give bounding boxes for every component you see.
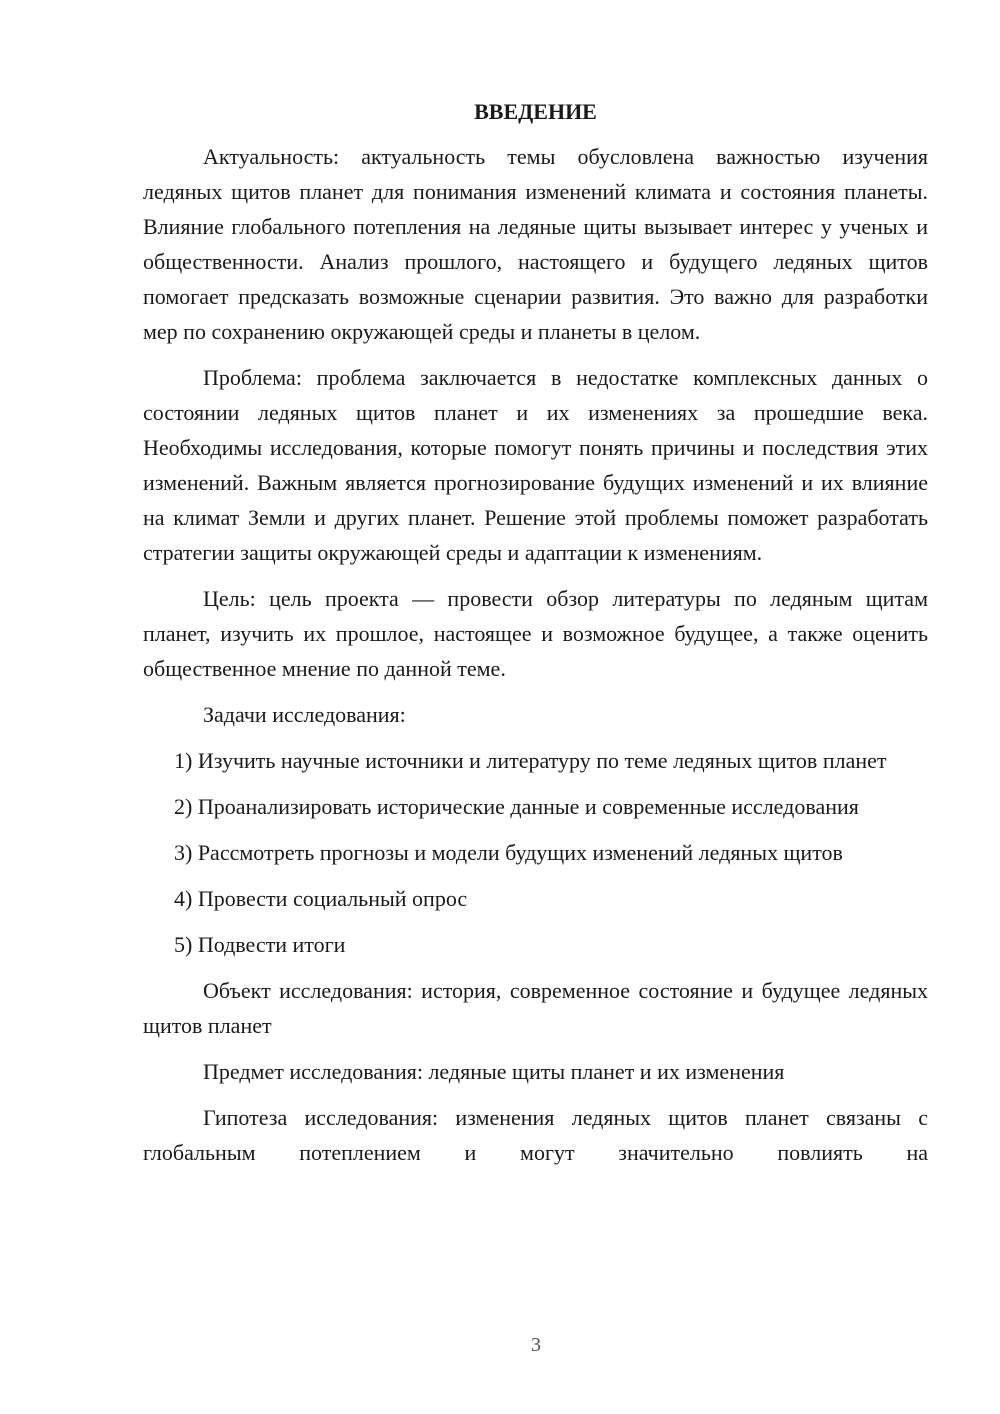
task-item: 2) Проанализировать исторические данные и современные исследования xyxy=(174,794,859,819)
paragraph-subject: Предмет исследования: ледяные щиты планет и их изменения xyxy=(203,1059,785,1084)
tasks-heading: Задачи исследования: xyxy=(203,702,406,727)
paragraph-object: Объект исследования: история, современное состояние и будущее ледяных щитов планет xyxy=(143,978,928,1038)
paragraph-hypothesis: Гипотеза исследования: изменения ледяных щитов планет связаны с глобальным потеплением и могут значительно повлиять на xyxy=(143,1105,928,1165)
tasks-list xyxy=(143,743,928,962)
page-content xyxy=(143,94,928,1181)
task-item: 4) Провести социальный опрос xyxy=(174,886,468,911)
task-item: 3) Рассмотреть прогнозы и модели будущих изменений ледяных щитов xyxy=(174,840,843,865)
section-title: ВВЕДЕНИЕ xyxy=(474,99,597,124)
paragraph-relevance: Актуальность: актуальность темы обусловлена важностью изучения ледяных щитов планет для понимания изменений климата и состояния планеты. Влияние глобального потепления на ледяные щиты вызывает интерес у ученых и общественности. Анализ прошлого, настоящего и будущего ледяных щитов помогает предсказать возможные сценарии развития. Это важно для разработки мер по сохранению окружающей среды и планеты в целом. xyxy=(143,144,928,344)
task-item: 5) Подвести итоги xyxy=(174,932,346,957)
task-item: 1) Изучить научные источники и литературу по теме ледяных щитов планет xyxy=(174,748,887,773)
page-number: 3 xyxy=(531,1334,541,1356)
paragraph-goal: Цель: цель проекта — провести обзор литературы по ледяным щитам планет, изучить их прошлое, настоящее и возможное будущее, а также оценить общественное мнение по данной теме. xyxy=(143,586,928,681)
paragraph-problem: Проблема: проблема заключается в недостатке комплексных данных о состоянии ледяных щитов планет и их изменениях за прошедшие века. Необходимы исследования, которые помогут понять причины и последствия этих изменений. Важным является прогнозирование будущих изменений и их влияние на климат Земли и других планет. Решение этой проблемы поможет разработать стратегии защиты окружающей среды и адаптации к изменениям. xyxy=(143,365,928,565)
